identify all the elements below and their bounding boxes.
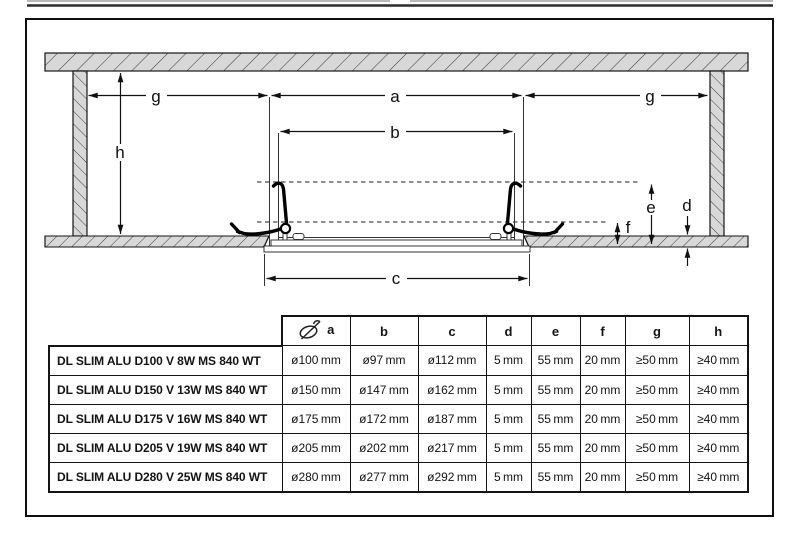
spec-value-cell: ≥40 mm: [689, 375, 748, 404]
spec-value-cell: 55 mm: [531, 433, 580, 462]
dim-label-a: a: [390, 87, 400, 106]
spec-value-cell: ø100 mm: [282, 346, 350, 376]
spec-value-cell: ≥40 mm: [689, 346, 748, 376]
spec-value-cell: 5 mm: [486, 404, 531, 433]
dimension-h: [110, 73, 130, 234]
spec-col-header-a: [282, 316, 350, 346]
spec-value-cell: ≥50 mm: [625, 404, 689, 433]
spec-col-label-a: a: [327, 322, 335, 337]
spec-value-cell: ø292 mm: [418, 462, 486, 492]
dimension-c: [265, 254, 530, 288]
spec-header-row: [49, 316, 748, 346]
spec-col-header-e: e: [531, 316, 580, 346]
ceiling-slab: [45, 53, 748, 71]
spec-value-cell: ø150 mm: [282, 375, 350, 404]
spec-value-cell: ø172 mm: [350, 404, 418, 433]
spec-col-header-g: g: [625, 316, 689, 346]
product-name-cell: DL SLIM ALU D280 V 25W MS 840 WT: [49, 462, 282, 492]
table-row: [49, 404, 748, 433]
spec-col-header-b: b: [350, 316, 418, 346]
product-name-cell: DL SLIM ALU D205 V 19W MS 840 WT: [49, 433, 282, 462]
spec-value-cell: ø280 mm: [282, 462, 350, 492]
spec-value-cell: ø277 mm: [350, 462, 418, 492]
clip-pocket-left: [293, 234, 304, 240]
spec-value-cell: 5 mm: [486, 375, 531, 404]
spec-value-cell: 55 mm: [531, 462, 580, 492]
spec-table: [48, 315, 749, 493]
spring-clip-left: [232, 183, 291, 234]
spec-value-cell: 55 mm: [531, 346, 580, 376]
dim-label-g-right: g: [645, 87, 655, 106]
luminaire-trim-flange: [264, 246, 530, 252]
table-row: [49, 375, 748, 404]
product-name-cell: DL SLIM ALU D100 V 8W MS 840 WT: [49, 346, 282, 376]
spec-value-cell: ø162 mm: [418, 375, 486, 404]
spec-value-cell: ø187 mm: [418, 404, 486, 433]
table-row: [49, 462, 748, 492]
product-name-cell: DL SLIM ALU D175 V 16W MS 840 WT: [49, 404, 282, 433]
spec-col-header-h: h: [689, 316, 748, 346]
table-row: [49, 433, 748, 462]
spec-value-cell: 20 mm: [580, 346, 625, 376]
spec-value-cell: ø112 mm: [418, 346, 486, 376]
spec-value-cell: ø205 mm: [282, 433, 350, 462]
spec-value-cell: ø175 mm: [282, 404, 350, 433]
table-row: [49, 346, 748, 376]
spec-col-header-f: f: [580, 316, 625, 346]
spec-value-cell: ø202 mm: [350, 433, 418, 462]
spec-col-header-c: c: [418, 316, 486, 346]
luminaire: [264, 97, 530, 252]
spec-value-cell: ≥40 mm: [689, 404, 748, 433]
spec-value-cell: ≥40 mm: [689, 433, 748, 462]
dim-label-f: f: [625, 218, 631, 237]
dimension-g-right: [526, 87, 708, 106]
spec-header-blank: [49, 316, 282, 346]
spec-value-cell: 5 mm: [486, 433, 531, 462]
spec-value-cell: ø97 mm: [350, 346, 418, 376]
dim-label-b: b: [390, 123, 400, 142]
dimension-g-left: [89, 87, 268, 106]
spec-value-cell: 20 mm: [580, 404, 625, 433]
ceiling-panel-right: [524, 236, 748, 247]
spec-value-cell: ≥40 mm: [689, 462, 748, 492]
dimension-d: [682, 196, 691, 266]
spec-value-cell: 55 mm: [531, 375, 580, 404]
dim-label-g-left: g: [151, 87, 161, 106]
spec-value-cell: 20 mm: [580, 433, 625, 462]
dimension-a: [272, 87, 522, 106]
dim-label-d: d: [682, 196, 692, 215]
spec-value-cell: 20 mm: [580, 462, 625, 492]
spec-value-cell: ø147 mm: [350, 375, 418, 404]
clip-pocket-right: [490, 234, 501, 240]
stud-right: [710, 71, 724, 236]
spec-value-cell: 5 mm: [486, 346, 531, 376]
spec-value-cell: ≥50 mm: [625, 346, 689, 376]
spec-value-cell: 5 mm: [486, 462, 531, 492]
spec-value-cell: ≥50 mm: [625, 462, 689, 492]
dimension-e: [642, 185, 661, 245]
spec-value-cell: 20 mm: [580, 375, 625, 404]
drill-hole-icon: [298, 319, 324, 341]
spec-value-cell: ≥50 mm: [625, 375, 689, 404]
spec-value-cell: 55 mm: [531, 404, 580, 433]
spec-value-cell: ø217 mm: [418, 433, 486, 462]
luminaire-body: [271, 240, 522, 246]
dim-label-h: h: [115, 143, 125, 162]
spec-col-header-d: d: [486, 316, 531, 346]
spring-clip-right: [504, 183, 563, 234]
ceiling-panel-left: [45, 236, 269, 247]
product-name-cell: DL SLIM ALU D150 V 13W MS 840 WT: [49, 375, 282, 404]
dimension-b: [281, 123, 513, 142]
dim-label-c: c: [391, 269, 401, 288]
spec-value-cell: ≥50 mm: [625, 433, 689, 462]
dim-label-e: e: [646, 198, 656, 217]
stud-left: [73, 71, 87, 236]
